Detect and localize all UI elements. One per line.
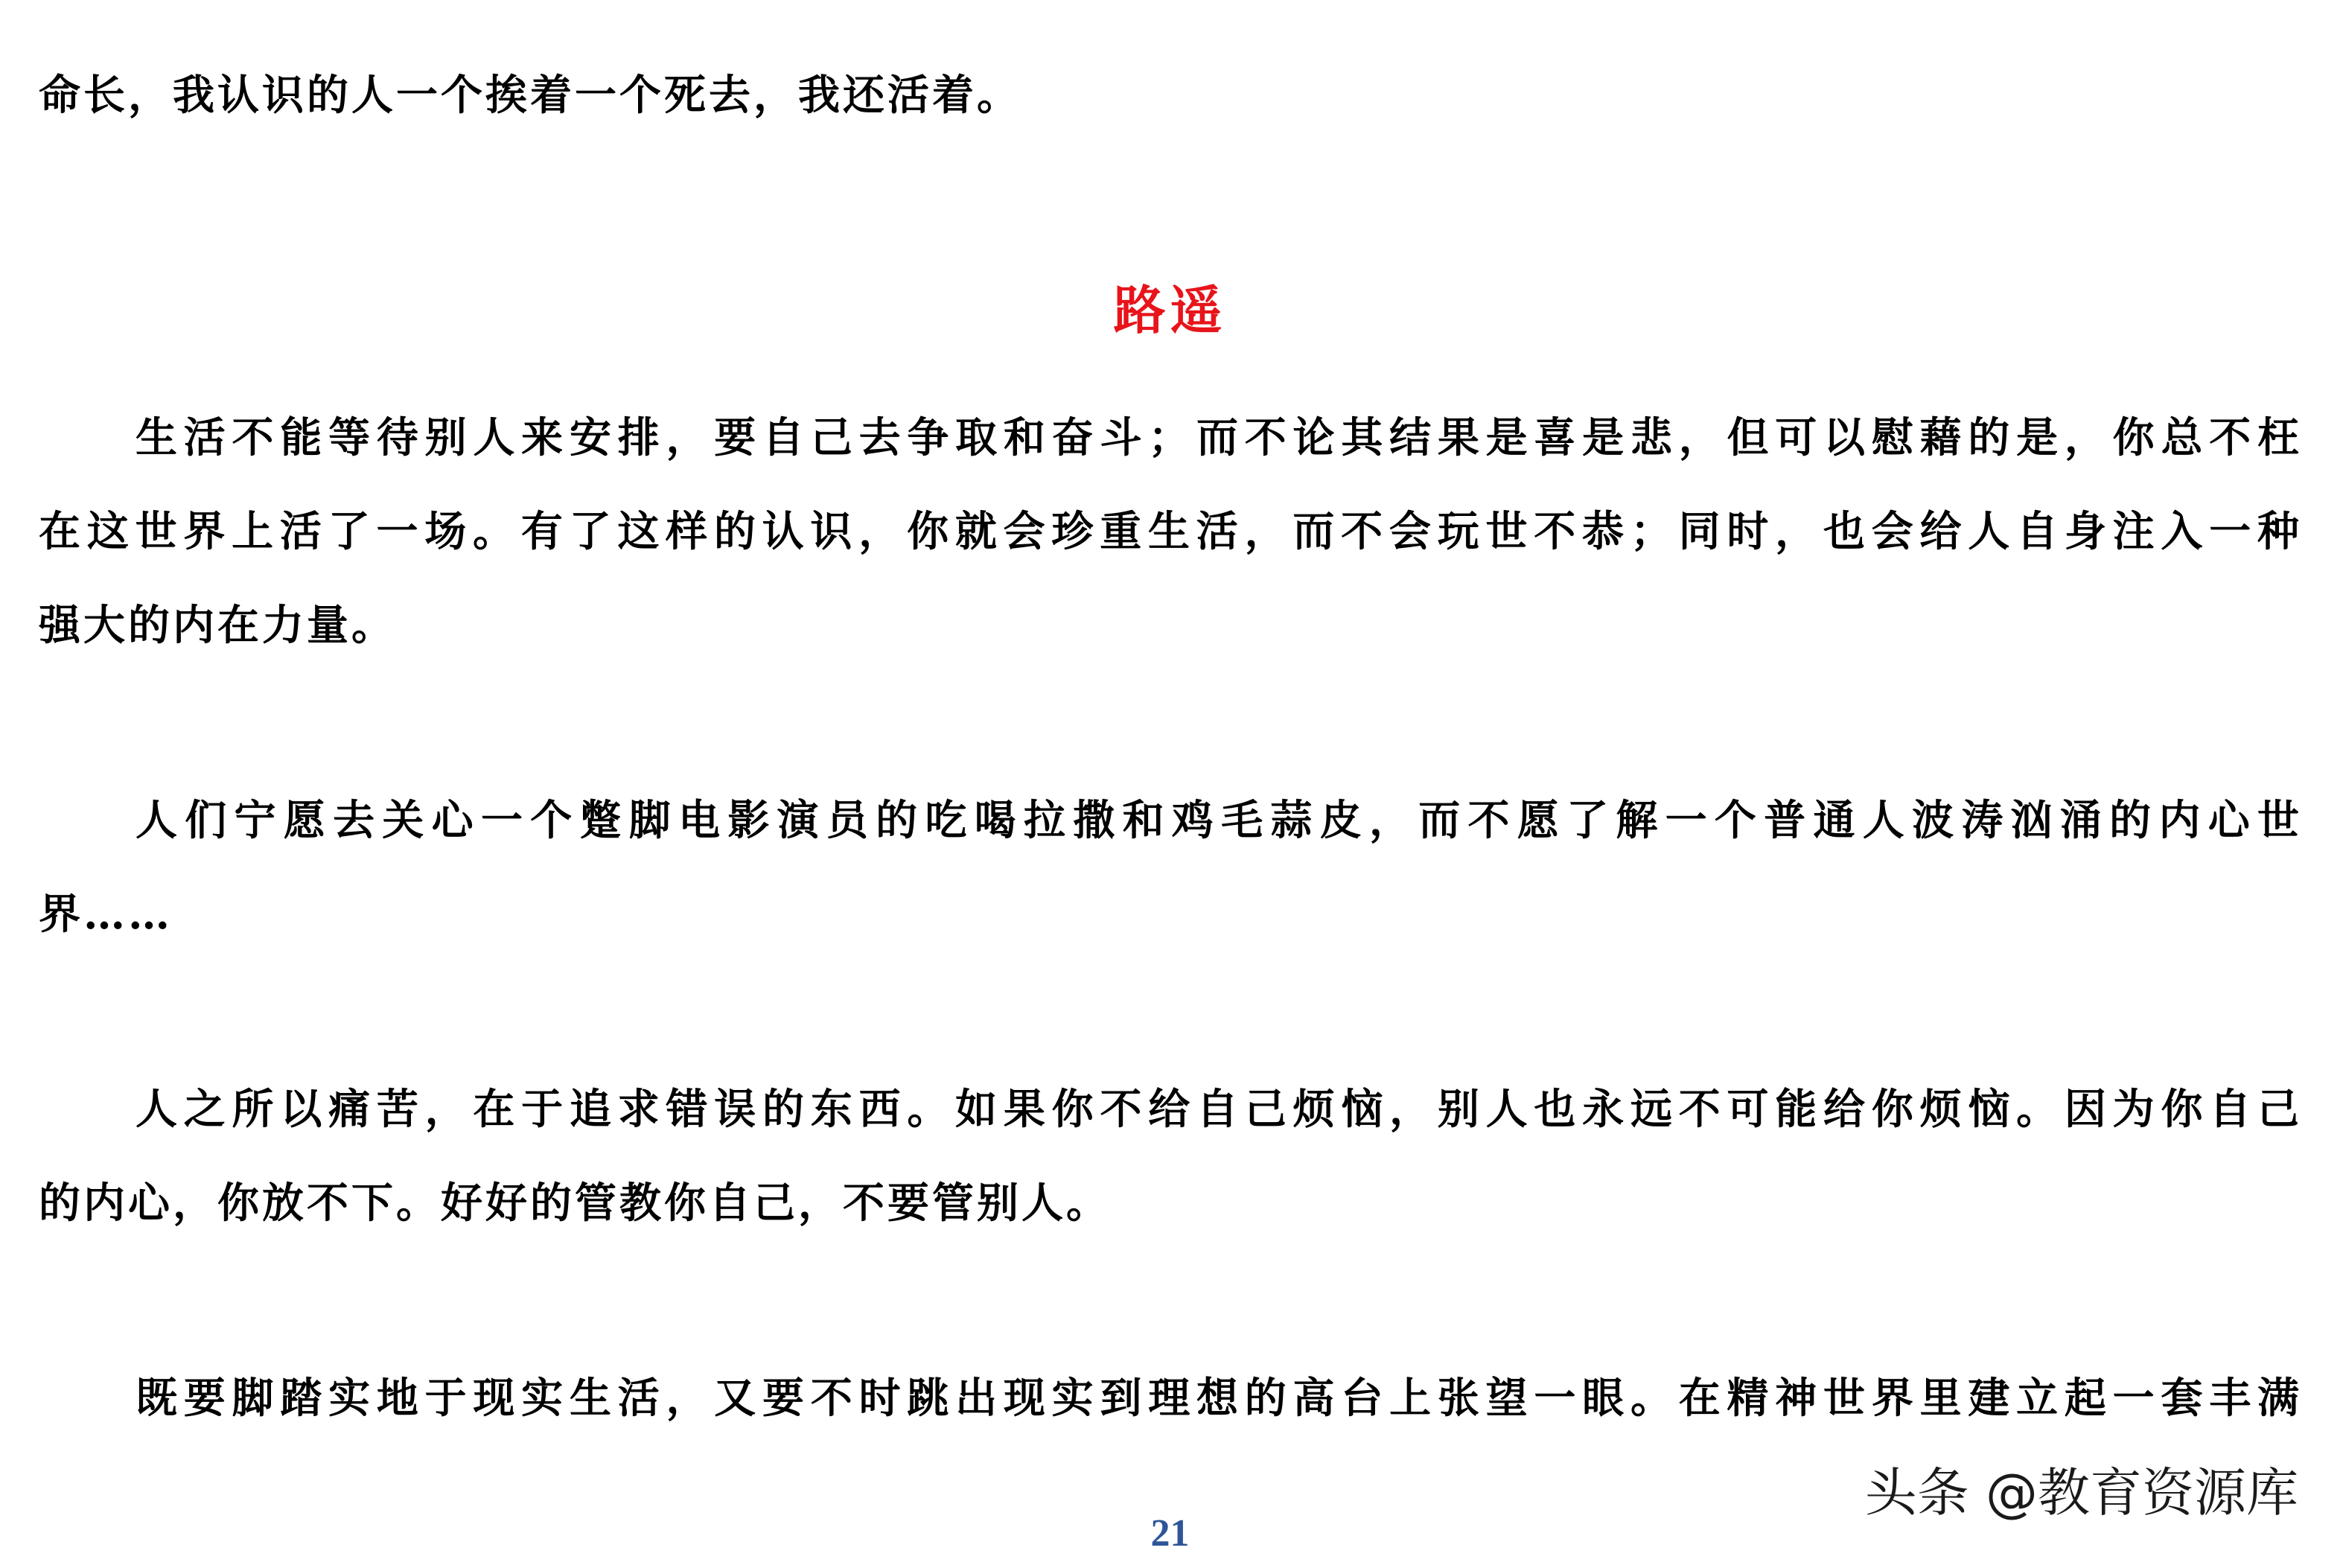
paragraph-1-line-2: 在这世界上活了一场。有了这样的认识，你就会珍重生活，而不会玩世不恭；同时，也会给人自身注入一种 xyxy=(39,507,2302,556)
paragraph-3-line-1: 人之所以痛苦，在于追求错误的东西。如果你不给自己烦恼，别人也永远不可能给你烦恼。因为你自己 xyxy=(136,1085,2302,1134)
paragraph-2-line-2: 界…… xyxy=(39,890,173,939)
paragraph-2-line-1: 人们宁愿去关心一个蹩脚电影演员的吃喝拉撒和鸡毛蒜皮，而不愿了解一个普通人波涛汹涌的内心世 xyxy=(136,796,2302,845)
paragraph-3-line-2: 的内心，你放不下。好好的管教你自己，不要管别人。 xyxy=(39,1179,1111,1228)
paragraph-1-line-3: 强大的内在力量。 xyxy=(39,601,396,650)
watermark: 头条 @教育资源库 xyxy=(1864,1462,2298,1523)
paragraph-4-line-1: 既要脚踏实地于现实生活，又要不时跳出现实到理想的高台上张望一眼。在精神世界里建立起一套丰满 xyxy=(136,1374,2302,1423)
paragraph-1-line-1: 生活不能等待别人来安排，要自己去争取和奋斗；而不论其结果是喜是悲，但可以慰藉的是，你总不枉 xyxy=(136,413,2302,462)
page-number: 21 xyxy=(1150,1512,1190,1555)
section-title: 路遥 xyxy=(1113,279,1227,341)
top-fragment-line: 命长，我认识的人一个挨着一个死去，我还活着。 xyxy=(39,71,1021,120)
